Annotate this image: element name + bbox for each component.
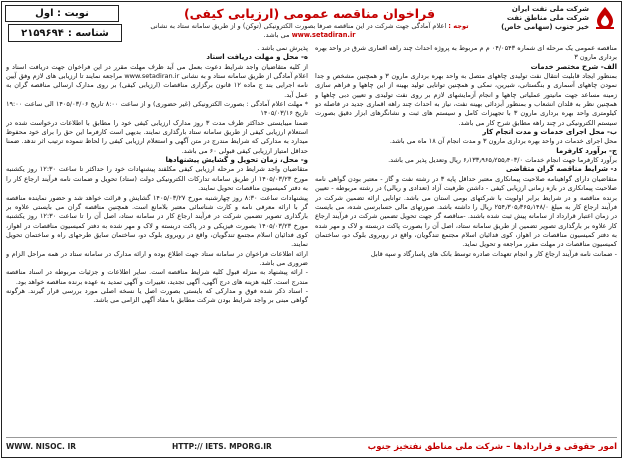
nioc-logo-icon: [592, 5, 618, 31]
footer-nisoc-link[interactable]: WWW. NISOC. IR: [6, 442, 77, 451]
org-block: [500, 5, 618, 32]
title-block: [119, 5, 500, 39]
paragraph: - ضمانت نامه فرآیند ارجاع کار و انجام تعهدات صادره توسط بانک های پاسارگاد و سپه قابل: [370, 249, 617, 258]
setad-link[interactable]: www.setadiran.ir: [291, 30, 356, 39]
turn-box: نوبت : اول: [5, 5, 119, 22]
notice-body: [6, 44, 617, 437]
id-box: [8, 24, 122, 42]
section-heading: و- محل، زمان تحویل و گشایش پیشنهادها: [165, 156, 308, 165]
org-line-1: شرکت ملی نفت ایران: [511, 5, 589, 13]
org-names: [500, 5, 589, 32]
left-column: [6, 44, 308, 437]
paragraph: محل اجرای خدمات در واحد بهره برداری مارون ۳ و مدت انجام آن ۱۸ ماه می باشد.: [389, 137, 617, 146]
section-heading: د- شرایط مناقصه گران متقاضی: [505, 165, 617, 174]
notice-footer: [6, 437, 617, 455]
paragraph: - ارائه پیشنهاد به منزله قبول کلیه شرایط مناقصه است. سایر اطلاعات و جزئیات مربوطه در اسناد مناقصه مندرج است. کلیه هزینه های درج آگهی، آگهی تجدید، تغییرات و آگهی تمدید به عهده برنده مناقصه خواهد بود.: [6, 268, 308, 286]
section-heading: ه- محل و مهلت دریافت اسناد: [206, 53, 308, 62]
paragraph: * مهلت اعلام آمادگی : بصورت الکترونیکی (غیر حضوری) و از ساعت ۸:۰۰ تاریخ ۱۴۰۵/۰۳/۰۶ الی ساعت ۱۹:۰۰ تاریخ ۱۴۰۵/۰۳/۱۶: [6, 100, 308, 118]
paragraph: متقاضیان دارای گواهینامه صلاحیت پیمانکاری معتبر حداقل پایه ۳ در رشته نفت و گاز - معتبر بودن گواهی نامه صلاحیت پیمانکاری در بازه زمانی ارزیابی کیفی - داشتن ظرفیت آزاد (تعدادی و ریالی) در رشته مربوطه - تعیین برنده مناقصه و در شرایط برابر اولویت با شرکتهای بومی استان می باشد. توانایی ارائه تضمین شرکت در فرآیند ارجاع کار به مبلغ ۲۵۴٫۳۰۵٫۳۶۵٫۱۴۸/۰ ریال را داشته باشد. صورتهای مالی حسابرسی شده، می بایست در زمان اعتبار قرارداد از سامانه پیش ثبت شده باشند. -مناقصه گر جهت تحویل تضمین شرکت در فرآیند ارجاع کار علاوه بر بارگذاری تصویر تضمین از طریق سامانه ستاد، اصل آن را بصورت پاکت دربسته و لاک و مهر شده به دفتر کمیسیون مناقصات در اهواز، کوی فدائیان اسلام مجتمع تندگویان، واقع در روبروی بلوک دو، ساختمان کمیسیون مناقصات در مهلت مقرر مراجعه و تحویل نماید.: [315, 174, 617, 249]
note-text: اعلام آمادگی جهت شرکت در این مناقصه صرفا بصورت الکترونیکی (توکن) و از طریق سامانه ستاد به نشانی: [150, 22, 447, 30]
turn-wrap: [5, 5, 119, 22]
note-end: می باشد.: [263, 30, 290, 39]
section-heading: الف- شرح مختصر خدمات: [530, 62, 617, 71]
section-heading: ب- محل اجرای خدمات و مدت انجام کار: [482, 128, 617, 137]
paragraph: - اسناد ذکر شده فوق و مدارکی که بایستی بصورت اصل یا نسخه اصلی مورد بررسی قرار گیرند. هرگونه گواهی مبنی بر واجد شرایط بودن شرکت مطابق با مفاد آگهی الزامی می باشد.: [6, 286, 308, 305]
paragraph: ارائه اطلاعات فراخوان در سامانه ستاد جهت اطلاع بوده و ارائه مدارک در سامانه ستاد در همه مراحل الزام و ضروری می باشد.: [6, 249, 308, 267]
paragraph: ضمنا میبایستی حداکثر ظرف مدت ۳ روز مدارک ارزیابی کیفی خود را مطابق با اطلاعات درخواست شده در استعلام ارزیابی کیفی از طریق سامانه ستاد بارگذاری نمایند. بدیهی است کارفرما این حق را برای خود محفوظ میدارد به مدارکی که شرایط مندرج در متن آگهی و استعلام ارزیابی کیفی را لحاظ ننموده ترتیب اثر ندهد. ضمنا حداقل امتیاز ارزیابی کیفی قبولی ۶۰ می باشد.: [6, 118, 308, 155]
section-heading: ج- برآورد کارفرما: [556, 146, 617, 155]
org-line-2: شرکت ملی مناطق نفت خیز جنوب (سهامی خاص): [501, 14, 589, 31]
right-column: [315, 44, 617, 437]
footer-department: امور حقوقی و قراردادها – شرکت ملی مناطق نفتخیز جنوب: [367, 441, 617, 452]
paragraph: برآورد کارفرما جهت انجام خدمات ۶٫۱۳۳٫۹۶۵٫۲۵۵٫۴۰۳/۰ ریال وتعدیل پذیر می باشد.: [388, 156, 617, 165]
paragraph: پذیرش نمی باشد .: [257, 44, 308, 52]
paragraph: متقاضیان واجد شرایط در مرحله ارزیابی کیفی مکلفند پیشنهادات خود را حداکثر تا ساعت ۱۲:۳۰ روز یکشنبه مورخ ۱۴۰۵/۰۳/۲۳ از طریق سامانه تدارکات الکترونیکی دولت (ستاد) تحویل و ضمانت نامه فرآیند ارجاع کار را به دفتر کمیسیون مناقصات تحویل نمایند.: [6, 165, 308, 193]
paragraph: بمنظور ایجاد قابلیت انتقال نفت تولیدی چاههای متصل به واحد بهره برداری مارون ۳ و همچنین مشخص و جدا نمودن چاههای آسماری و بنگستانی، شیرین، نمکی و همچنین توانایی تولید بهینه از این چاهها و فراهم سازی زمینه مساعد جهت مانیتور عملیاتی چاهها و انجام آزمایشهای لازم بر روی نفت تولیدی و تعیین دبی چاهها و همچنین نظر به قلدان انشعاب و بمنظور آبزدائی بهینه نفت، نیاز به احداث چند راهه اقماری جدید در فاصله دو کیلومتری واحد بهره برداری مارون ۳ با تجهیزات کامل و سیستم های ثبت و نشانگرهای ابزار دقیق بصورت سیستم الکترونیکی در چند راهه مطابق شرح کار می باشد.: [315, 72, 617, 127]
notice-note: [125, 22, 494, 39]
paragraph: مناقصه عمومی یک مرحله ای شماره ۰۴/۰۵۴۳ م م مربوط به پروژه احداث چند راهه اقماری شرق در واحد بهره برداری مارون ۳: [315, 44, 617, 62]
paragraph: از کلیه متقاضیان واجد شرایط دعوت بعمل می آید ظرف مهلت مقرر در این فراخوان جهت دریافت اسناد و اعلام آمادگی از طریق سامانه ستاد و به نشانی www.setadiran.ir مراجعه نمایند تا ارزیابی های لازم وفق آیین نامه اجرایی بند ج ماده ۱۲ قانون برگزاری مناقصات (ارزیابی کیفی) بر روی مدارک ارسالی مناقصه گران به عمل آید.: [6, 62, 308, 99]
note-label: توجه :: [448, 22, 469, 30]
id-number: ۲۱۵۹۶۹۴: [21, 27, 64, 39]
footer-iets-link[interactable]: HTTP:// IETS. MPORG.IR: [171, 442, 272, 451]
tender-notice: [1, 1, 622, 458]
notice-title: فراخوان مناقصه عمومی (ارزیابی کیفی): [183, 6, 436, 21]
paragraph: پیشنهادات ساعت ۸:۳۰ روز چهارشنبه مورخ ۱۴۰۵/۰۳/۲۷ گشایش و قرائت خواهد شد و حضور نماینده مناقصه گر با ارائه معرفی نامه و کارت شناسائی معتبر بلامانع است. همچنین مناقصه گران می بایستی علاوه بر بارگذاری تصویر تضمین شرکت در فرآیند ارجاع کار در سامانه ستاد، اصل آن را تا ساعت ۱۲:۳۰ روز یکشنبه مورخ ۱۴۰۵/۰۳/۲۳ بصورت فیزیکی و در پاکت دربسته و لاک و مهر شده به دفتر کمیسیون مناقصات در اهواز، کوی فدائیان اسلام مجتمع تندگویان، واقع در روبروی بلوک دو، ساختمان سایق طرحهای راه و ساختمان تحویل نمایند.: [6, 193, 308, 249]
id-label: شناسه :: [67, 27, 109, 39]
